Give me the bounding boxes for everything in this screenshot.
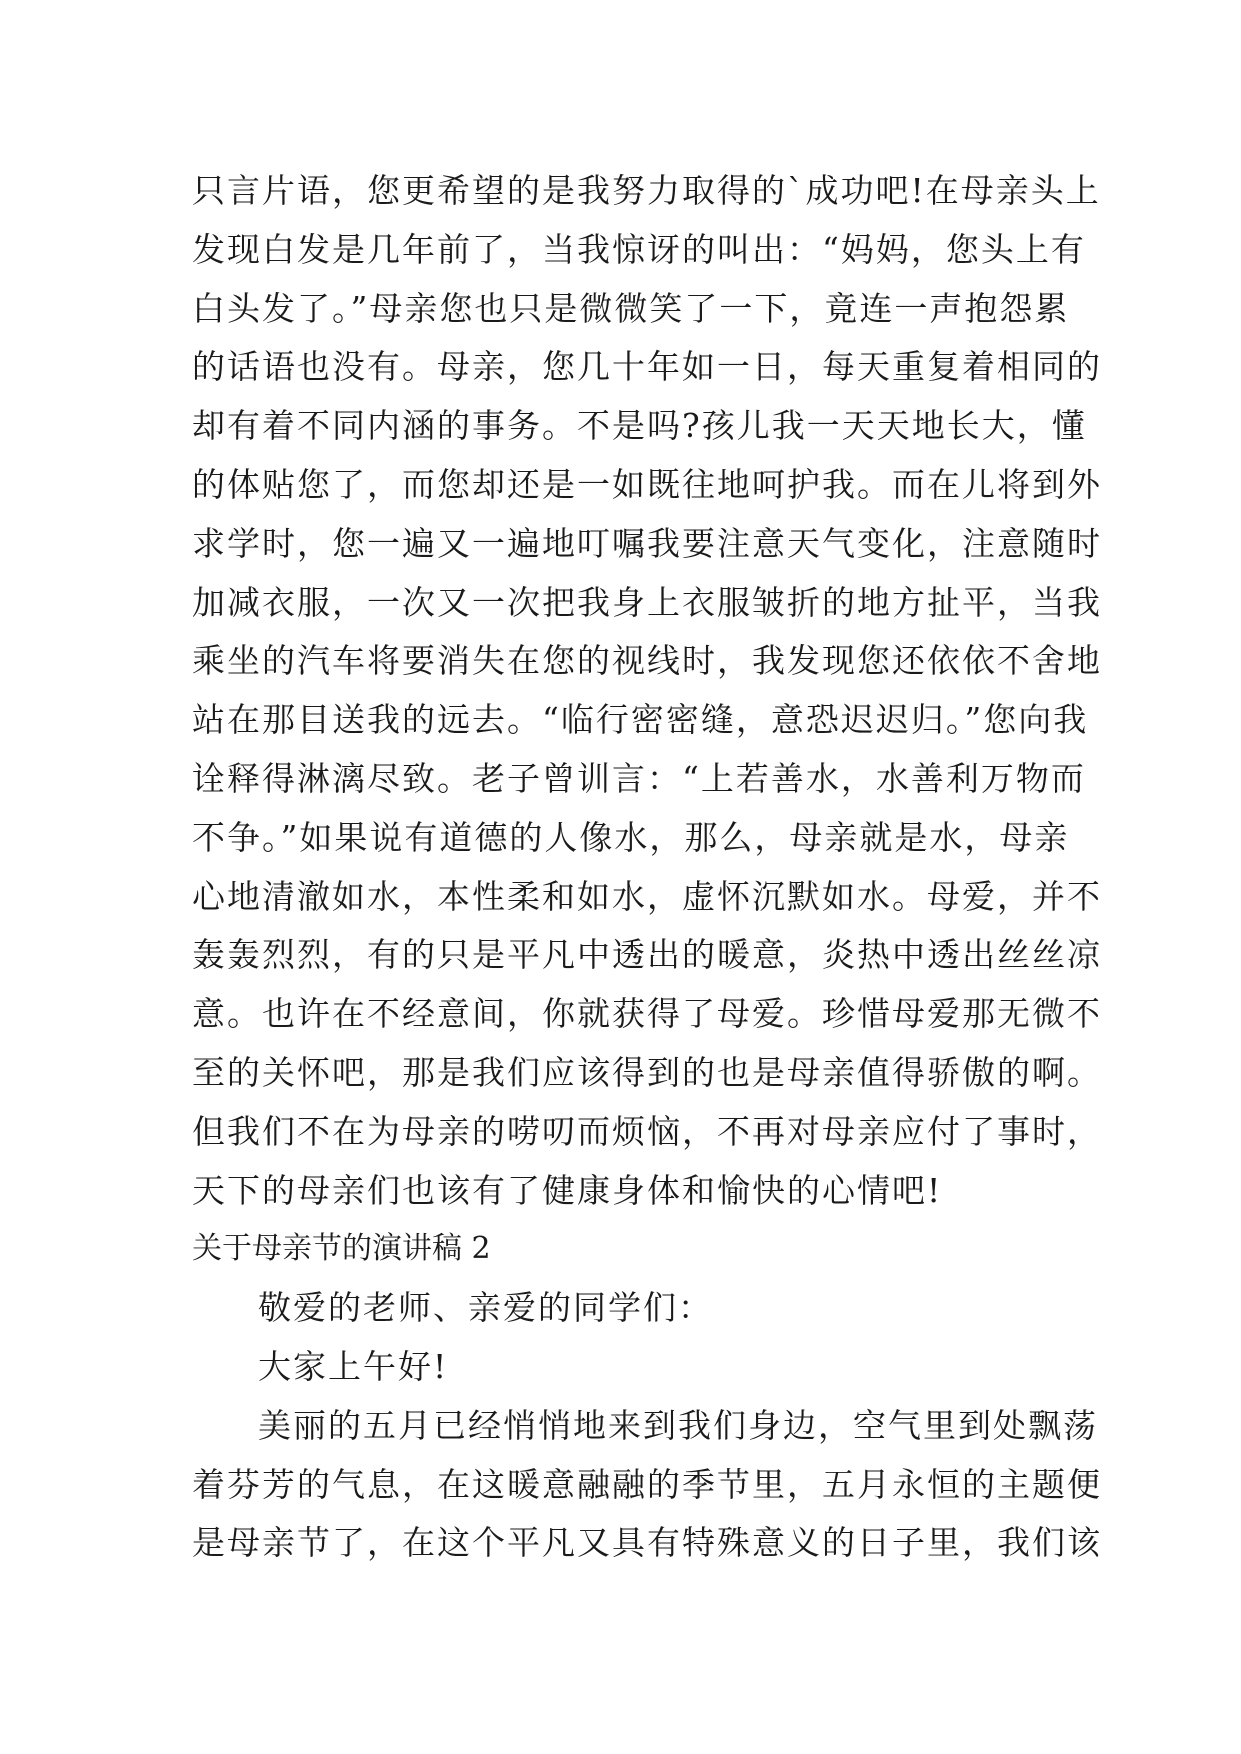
text-line: 不争。”如果说有道德的人像水，那么，母亲就是水，母亲 [192, 817, 1070, 857]
text-line: 意。也许在不经意间，你就获得了母爱。珍惜母爱那无微不 [192, 994, 1102, 1034]
text-line: 着芬芳的气息，在这暖意融融的季节里，五月永恒的主题便 [192, 1464, 1102, 1504]
text-line: 至的关怀吧，那是我们应该得到的也是母亲值得骄傲的啊。 [192, 1052, 1102, 1092]
text-line: 诠释得淋漓尽致。老子曾训言：“上若善水，水善利万物而 [192, 758, 1086, 798]
salutation: 大家上午好! [258, 1346, 449, 1386]
text-line: 发现白发是几年前了，当我惊讶的叫出：“妈妈，您头上有 [192, 229, 1086, 269]
text-line: 加减衣服，一次又一次把我身上衣服皱折的地方扯平，当我 [192, 582, 1102, 622]
text-line: 的话语也没有。母亲，您几十年如一日，每天重复着相同的 [192, 347, 1102, 387]
text-line: 只言片语，您更希望的是我努力取得的`成功吧!在母亲头上 [192, 171, 1101, 210]
text-line: 但我们不在为母亲的唠叨而烦恼，不再对母亲应付了事时， [192, 1111, 1102, 1151]
text-line: 却有着不同内涵的事务。不是吗?孩儿我一天天地长大，懂 [192, 406, 1087, 446]
text-line: 乘坐的汽车将要消失在您的视线时，我发现您还依依不舍地 [192, 641, 1102, 681]
text-line: 天下的母亲们也该有了健康身体和愉快的心情吧! [192, 1170, 943, 1210]
section-title: 关于母亲节的演讲稿 2 [192, 1231, 491, 1267]
text-line: 美丽的五月已经悄悄地来到我们身边，空气里到处飘荡 [258, 1405, 1098, 1445]
paragraph-2 [192, 1397, 1102, 1573]
text-line: 白头发了。”母亲您也只是微微笑了一下，竟连一声抱怨累 [192, 288, 1070, 328]
text-line: 心地清澈如水，本性柔和如水，虚怀沉默如水。母爱，并不 [192, 876, 1102, 916]
text-line: 轰轰烈烈，有的只是平凡中透出的暖意，炎热中透出丝丝凉 [192, 935, 1102, 975]
text-line: 站在那目送我的远去。“临行密密缝，意恐迟迟归。”您向我 [192, 700, 1089, 740]
text-line: 是母亲节了，在这个平凡又具有特殊意义的日子里，我们该 [192, 1523, 1102, 1563]
text-line: 的体贴您了，而您却还是一如既往地呵护我。而在儿将到外 [192, 464, 1102, 504]
greeting: 敬爱的老师、亲爱的同学们： [258, 1288, 713, 1328]
paragraph-1 [192, 162, 1102, 1220]
text-line: 求学时，您一遍又一遍地叮嘱我要注意天气变化，注意随时 [192, 523, 1102, 563]
document-body [192, 162, 1102, 1573]
